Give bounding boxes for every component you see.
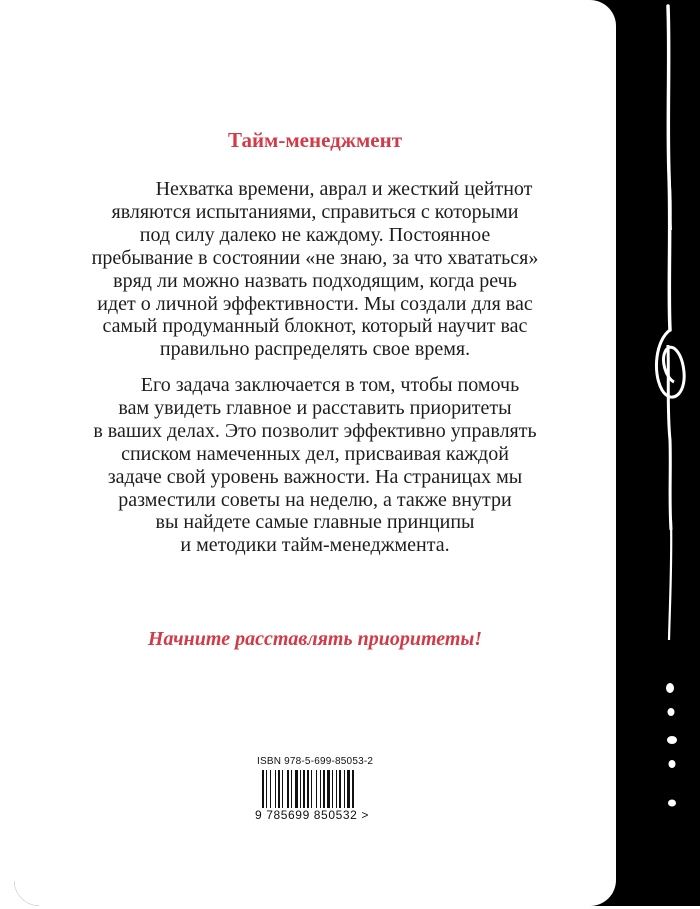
text-line: разместили советы на неделю, а также внутри bbox=[118, 488, 512, 511]
text-line: задаче свой уровень важности. На страницах мы bbox=[107, 465, 523, 488]
description-paragraph-2 bbox=[14, 374, 616, 557]
text-line: в ваших делах. Это позволит эффективно управлять bbox=[93, 419, 537, 442]
text-line: вряд ли можно назвать подходящим, когда речь bbox=[113, 269, 517, 292]
text-line: вы найдете самые главные принципы bbox=[155, 511, 475, 534]
text-line: являются испытаниями, справиться с которыми bbox=[111, 200, 519, 223]
text-line: списком намеченных дел, присваивая каждой bbox=[121, 442, 509, 465]
text-line: идет о личной эффективности. Мы создали для вас bbox=[97, 292, 533, 315]
description-paragraph-1 bbox=[14, 178, 616, 361]
isbn-label: ISBN 978-5-699-85053-2 bbox=[257, 756, 374, 767]
text-line: под силу далеко не каждому. Постоянное bbox=[139, 223, 491, 246]
text-line: Его задача заключается в том, чтобы помочь bbox=[140, 374, 520, 396]
text-line: и методики тайм-менеджмента. bbox=[180, 534, 450, 557]
text-line: правильно распределять свое время. bbox=[159, 338, 471, 361]
brush-stroke-decoration bbox=[616, 0, 700, 906]
book-back-cover bbox=[14, 0, 700, 906]
text-line: Нехватка времени, аврал и жесткий цейтнот bbox=[155, 178, 533, 200]
watermark: bookclub.by bbox=[14, 864, 171, 896]
cover-white-panel bbox=[14, 0, 616, 906]
barcode-digits: 9 785699 850532 > bbox=[255, 808, 369, 822]
book-title: Тайм-менеджмент bbox=[227, 128, 403, 152]
slogan: Начните расставлять приоритеты! bbox=[147, 628, 483, 650]
text-line: пребывание в состоянии «не знаю, за что хвататься» bbox=[91, 246, 539, 269]
text-line: самый продуманный блокнот, который научит вас bbox=[102, 315, 528, 338]
barcode-icon bbox=[262, 770, 376, 808]
text-line: вам увидеть главное и расставить приоритеты bbox=[118, 396, 512, 419]
